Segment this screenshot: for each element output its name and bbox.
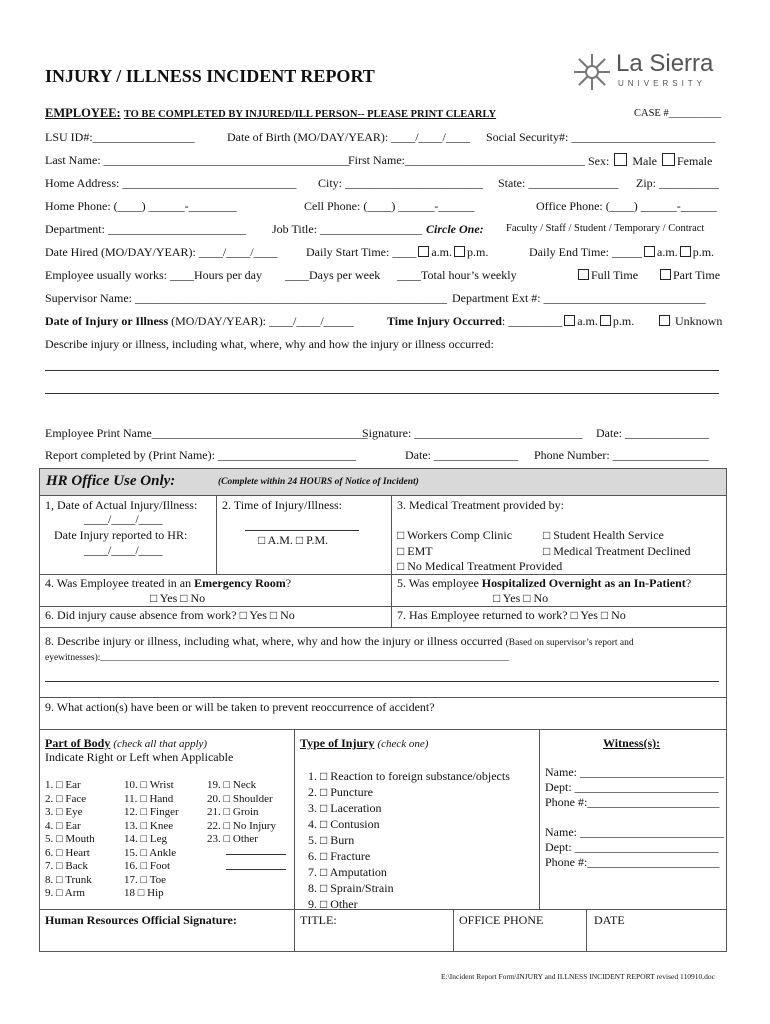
file-path: E:\Incident Report Form\INJURY and ILLNESS INCIDENT REPORT revised 110910.doc [441,972,715,981]
body-parts-col2[interactable] [124,779,179,901]
q8-describe: 8. Describe injury or illness, including what, where, why and how the injury or illness occurred (Based on supervisor’s report and [45,634,634,648]
body-part-item[interactable]: 8. □ Trunk [45,873,92,886]
supervisor-name-field[interactable]: Supervisor Name: ____________________________________________________ [45,291,447,305]
employee-sign-date-field[interactable]: Date: ______________ [596,426,709,440]
q5-hospitalized: 5. Was employee Hospitalized Overnight as an In-Patient? [397,576,692,590]
q5-options[interactable]: □ Yes □ No [493,591,549,605]
describe-line-2[interactable] [45,393,719,394]
body-part-item[interactable]: 7. □ Back [45,860,88,872]
department-field[interactable]: Department: _______________________ [45,222,246,236]
hr-date-field[interactable]: DATE [594,913,625,927]
body-part-item[interactable]: 19. □ Neck [207,779,257,791]
describe-line-1[interactable] [45,370,719,371]
injury-am-checkbox[interactable] [564,315,575,326]
home-phone-field[interactable]: Home Phone: (____) ______-________ [45,199,237,213]
lsu-id-field[interactable]: LSU ID#:_________________ [45,130,195,144]
report-phone-field[interactable]: Phone Number: ________________ [534,448,709,462]
employee-heading: EMPLOYEE: TO BE COMPLETED BY INJURED/ILL PERSON-- PLEASE PRINT CLEARLY [45,106,497,120]
q1b-date-blank[interactable]: ____/____/____ [84,543,163,557]
divider [539,729,540,909]
part-time-option[interactable]: Part Time [658,268,720,283]
ssn-field[interactable]: Social Security#: ________________________ [486,130,716,144]
last-name-field[interactable]: Last Name: _________________________________________ [45,153,350,167]
witness-1-name[interactable]: Name: ________________________ [545,765,724,779]
full-time-checkbox[interactable] [578,269,589,280]
witness-heading: Witness(s): [603,736,661,750]
body-part-item[interactable]: 13. □ Knee [124,819,174,832]
injury-type-item[interactable]: 8. □ Sprain/Strain [308,881,394,895]
witness-2-phone[interactable]: Phone #:______________________ [545,855,720,869]
department-ext-field[interactable]: Department Ext #: ___________________________ [452,291,706,305]
zip-field[interactable]: Zip: __________ [636,176,719,190]
witness-1[interactable] [545,765,724,810]
dob-field[interactable]: Date of Birth (MO/DAY/YEAR): ____/____/____ [227,130,470,144]
divider [39,909,727,910]
other-line-2[interactable] [226,869,286,870]
divider [586,909,587,952]
cell-phone-field[interactable]: Cell Phone: (____) ______-______ [304,199,475,213]
divider [39,574,727,575]
part-time-checkbox[interactable] [660,269,671,280]
injury-type-item[interactable]: 9. □ Other______________________ [308,897,490,911]
sex-male-checkbox[interactable] [614,153,627,166]
q3-option-declined[interactable]: □ Medical Treatment Declined [543,544,691,558]
sex-field: Sex: Male Female [588,154,713,168]
divider [39,627,727,628]
witness-1-phone[interactable]: Phone #:______________________ [545,795,720,809]
hr-office-phone-field[interactable]: OFFICE PHONE [459,913,544,927]
sunburst-icon [572,52,612,92]
body-part-item[interactable]: 10. □ Wrist [124,779,174,791]
start-pm-checkbox[interactable] [454,246,465,257]
body-part-item[interactable]: 4. □ Ear [45,819,81,832]
witness-2[interactable] [545,825,724,870]
office-phone-field[interactable]: Office Phone: (____) ______-______ [536,199,717,213]
q1b-reported-date: Date Injury reported to HR: [54,528,188,542]
status-options[interactable]: Faculty / Staff / Student / Temporary / Contract [506,223,705,234]
divider [453,909,454,952]
page-title: INJURY / ILLNESS INCIDENT REPORT [45,66,375,86]
describe-prompt: Describe injury or illness, including what, where, why and how the injury or illness occurred: [45,337,494,351]
body-part-item[interactable]: 6. □ Heart [45,846,90,859]
q3-option-none[interactable]: □ No Medical Treatment Provided [397,559,563,573]
body-parts-col1[interactable] [45,779,95,901]
hr-right-border [726,468,727,952]
logo-sub: UNIVERSITY [618,79,707,88]
q1-date-blank[interactable]: ____/____/____ [84,512,163,526]
time-of-injury-field[interactable]: Time Injury Occurred: _________ a.m. p.m. [387,314,635,328]
part-of-body-subtitle: Indicate Right or Left when Applicable [45,750,234,764]
employee-signature-field[interactable]: Signature: ____________________________ [362,426,583,440]
q3-option-student-health[interactable]: □ Student Health Service [543,528,664,542]
university-logo [572,50,732,94]
injury-type-item[interactable]: 5. □ Burn [308,833,355,847]
case-number[interactable]: CASE #__________ [634,108,722,119]
end-time-field[interactable]: Daily End Time: _____ a.m. p.m. [529,245,715,259]
q1-actual-date: 1, Date of Actual Injury/Illness: [45,498,198,512]
body-part-item[interactable]: 23. □ Other [207,833,258,845]
circle-one-label: Circle One: [426,222,484,236]
q7-returned[interactable]: 7. Has Employee returned to work? □ Yes □ No [397,608,626,622]
divider [39,951,727,952]
report-date-field[interactable]: Date: ______________ [405,448,518,462]
employee-print-name-field[interactable]: Employee Print Name____________________________________ [45,426,368,440]
body-part-item[interactable]: 21. □ Groin [207,806,259,818]
body-part-item[interactable]: 14. □ Leg [124,833,167,845]
end-pm-checkbox[interactable] [680,246,691,257]
full-time-option[interactable]: Full Time [576,268,638,283]
body-part-item[interactable]: 17. □ Toe [124,873,167,886]
end-am-checkbox[interactable] [644,246,655,257]
start-time-field[interactable]: Daily Start Time: ____ a.m. p.m. [306,245,489,259]
q4-options[interactable]: □ Yes □ No [150,591,206,605]
logo-name: La Sierra [616,50,714,77]
part-of-body-heading: Part of Body (check all that apply) [45,736,208,750]
injury-type-item[interactable]: 2. □ Puncture [308,785,373,799]
injury-pm-checkbox[interactable] [600,315,611,326]
body-part-item[interactable]: 2. □ Face [45,792,87,805]
witness-2-name[interactable]: Name: ________________________ [545,825,724,839]
hours-per-day-field[interactable]: Employee usually works: ____Hours per day [45,268,262,282]
body-part-item[interactable]: 12. □ Finger [124,806,179,818]
injury-type-item[interactable]: 3. □ Laceration [308,801,382,815]
injury-type-item[interactable]: 1. □ Reaction to foreign substance/objects [308,769,510,783]
unknown-checkbox[interactable] [659,315,670,326]
q8-line-2[interactable] [45,681,719,682]
unknown-option[interactable]: Unknown [657,314,722,329]
body-part-item[interactable]: 9. □ Arm [45,887,85,899]
q8-eyewitness-line[interactable]: eyewitnesses):______________________________________________________________________________________ [45,653,509,663]
injury-type-item[interactable]: 4. □ Contusion [308,817,380,831]
q3-treatment: 3. Medical Treatment provided by: [397,498,564,512]
body-part-item[interactable]: 15. □ Ankle [124,846,177,859]
injury-type-item[interactable]: 7. □ Amputation [308,865,387,879]
city-field[interactable]: City: _______________________ [318,176,484,190]
state-field[interactable]: State: _______________ [498,176,619,190]
witness-2-dept[interactable]: Dept: ________________________ [545,840,719,854]
divider [39,606,727,607]
type-of-injury-heading: Type of Injury (check one) [300,736,429,750]
other-line-1[interactable] [226,854,286,855]
home-address-field[interactable]: Home Address: _____________________________ [45,176,297,190]
start-am-checkbox[interactable] [418,246,429,257]
divider [39,729,727,730]
q4-emergency-room: 4. Was Employee treated in an Emergency Room? [45,576,292,590]
q3-option-emt[interactable]: □ EMT [397,544,433,558]
body-part-item[interactable]: 16. □ Foot [124,860,171,872]
hr-header-bar: HR Office Use Only: (Complete within 24 HOURS of Notice of Incident) [39,468,727,496]
q6-absence[interactable]: 6. Did injury cause absence from work? □ Yes □ No [45,608,295,622]
body-part-item[interactable]: 20. □ Shoulder [207,792,273,805]
body-part-item[interactable]: 18 □ Hip [124,887,164,899]
body-parts-col3[interactable] [207,779,276,847]
body-part-item[interactable]: 5. □ Mouth [45,833,95,845]
witness-1-dept[interactable]: Dept: ________________________ [545,780,719,794]
hr-title-field[interactable]: TITLE: [300,913,337,927]
hr-official-signature[interactable]: Human Resources Official Signature: [45,913,237,927]
job-title-field[interactable]: Job Title: _________________ [272,222,423,236]
sex-female-checkbox[interactable] [662,153,675,166]
divider [294,729,295,952]
body-part-item[interactable]: 11. □ Hand [124,792,174,805]
injury-type-item[interactable]: 6. □ Fracture [308,849,371,863]
injury-type-list[interactable] [308,768,510,912]
q2-time-line[interactable] [245,530,359,531]
divider [39,697,727,698]
divider [216,496,217,574]
body-part-item[interactable]: 22. □ No Injury [207,819,276,832]
first-name-field[interactable]: First Name:______________________________ [348,153,585,167]
body-part-item[interactable]: 3. □ Eye [45,806,83,818]
q9-prevention: 9. What action(s) have been or will be taken to prevent reoccurrence of accident? [45,700,435,714]
q3-option-workers-comp[interactable]: □ Workers Comp Clinic [397,528,513,542]
total-hours-field[interactable]: ____Total hour’s weekly [397,268,517,282]
date-hired-field[interactable]: Date Hired (MO/DAY/YEAR): ____/____/____ [45,245,278,259]
days-per-week-field[interactable]: ____Days per week [285,268,381,282]
divider [391,496,392,627]
body-part-item[interactable]: 1. □ Ear [45,779,81,791]
q2-am-pm-options[interactable]: □ A.M. □ P.M. [258,533,329,547]
q2-time: 2. Time of Injury/Illness: [222,498,343,512]
hr-left-border [39,468,40,952]
date-of-injury-field[interactable]: Date of Injury or Illness (MO/DAY/YEAR): ____/____/_____ [45,314,354,328]
report-completed-by-field[interactable]: Report completed by (Print Name): _______________________ [45,448,356,462]
